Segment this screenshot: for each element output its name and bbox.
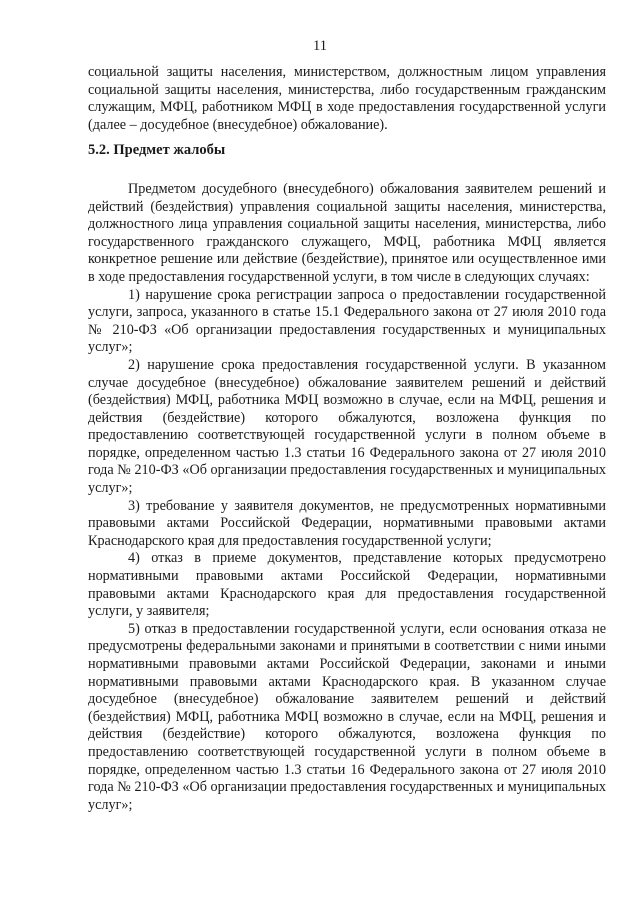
page-number: 11 [313, 38, 327, 54]
intro-paragraph: Предметом досудебного (внесудебного) обжалования заявителем решений и действий (бездействия) управления социальной защиты населения, министерства, должностного лица управления социальной защиты населения, министерства, либо государственного гражданского служащего, МФЦ, работника МФЦ является конкретное решение или действие (бездействие), принятое или осуществленное ими в ходе предоставления государственной услуги, в том числе в следующих случаях: [88, 180, 606, 285]
case-item-5: 5) отказ в предоставлении государственной услуги, если основания отказа не предусмотрены федеральными законами и принятыми в соответствии с ними иными нормативными правовыми актами Российской Федерации, законами и иными нормативными правовыми актами Краснодарского края. В указанном случае досудебное (внесудебное) обжалование заявителем решений и действий (бездействия) МФЦ, работника МФЦ возможно в случае, если на МФЦ, решения и действия (бездействие) которого обжалуются, возложена функция по предоставлению соответствующей государственной услуги в полном объеме в порядке, определенном частью 1.3 статьи 16 Федерального закона от 27 июля 2010 года № 210-ФЗ «Об организации предоставления государственных и муниципальных услуг»; [88, 620, 606, 813]
case-item-3: 3) требование у заявителя документов, не предусмотренных нормативными правовыми актами Российской Федерации, нормативными правовыми актами Краснодарского края для предоставления государственной услуги; [88, 497, 606, 549]
case-item-2: 2) нарушение срока предоставления государственной услуги. В указанном случае досудебное (внесудебное) обжалование заявителем решений и действий (бездействия) МФЦ, работника МФЦ возможно в случае, если на МФЦ, решения и действия (бездействие) которого обжалуются, возложена функция по предоставлению соответствующей государственной услуги в полном объеме в порядке, определенном частью 1.3 статьи 16 Федерального закона от 27 июля 2010 года № 210-ФЗ «Об организации предоставления государственных и муниципальных услуг»; [88, 356, 606, 497]
document-body [88, 64, 606, 814]
opening-paragraph: социальной защиты населения, министерством, должностным лицом управления социальной защиты населения, министерства, либо государственным гражданским служащим, МФЦ, работником МФЦ в ходе предоставления государственной услуги (далее – досудебное (внесудебное) обжалование). [88, 64, 606, 133]
case-item-4: 4) отказ в приеме документов, представление которых предусмотрено нормативными правовыми актами Российской Федерации, нормативными правовыми актами Краснодарского края для предоставления государственной услуги, у заявителя; [88, 550, 606, 620]
section-heading: 5.2. Предмет жалобы [88, 142, 226, 159]
case-item-1: 1) нарушение срока регистрации запроса о предоставлении государственной услуги, запроса, указанного в статье 15.1 Федерального закона от 27 июля 2010 года № 210-ФЗ «Об организации предоставления государственных и муниципальных услуг»; [88, 286, 606, 356]
